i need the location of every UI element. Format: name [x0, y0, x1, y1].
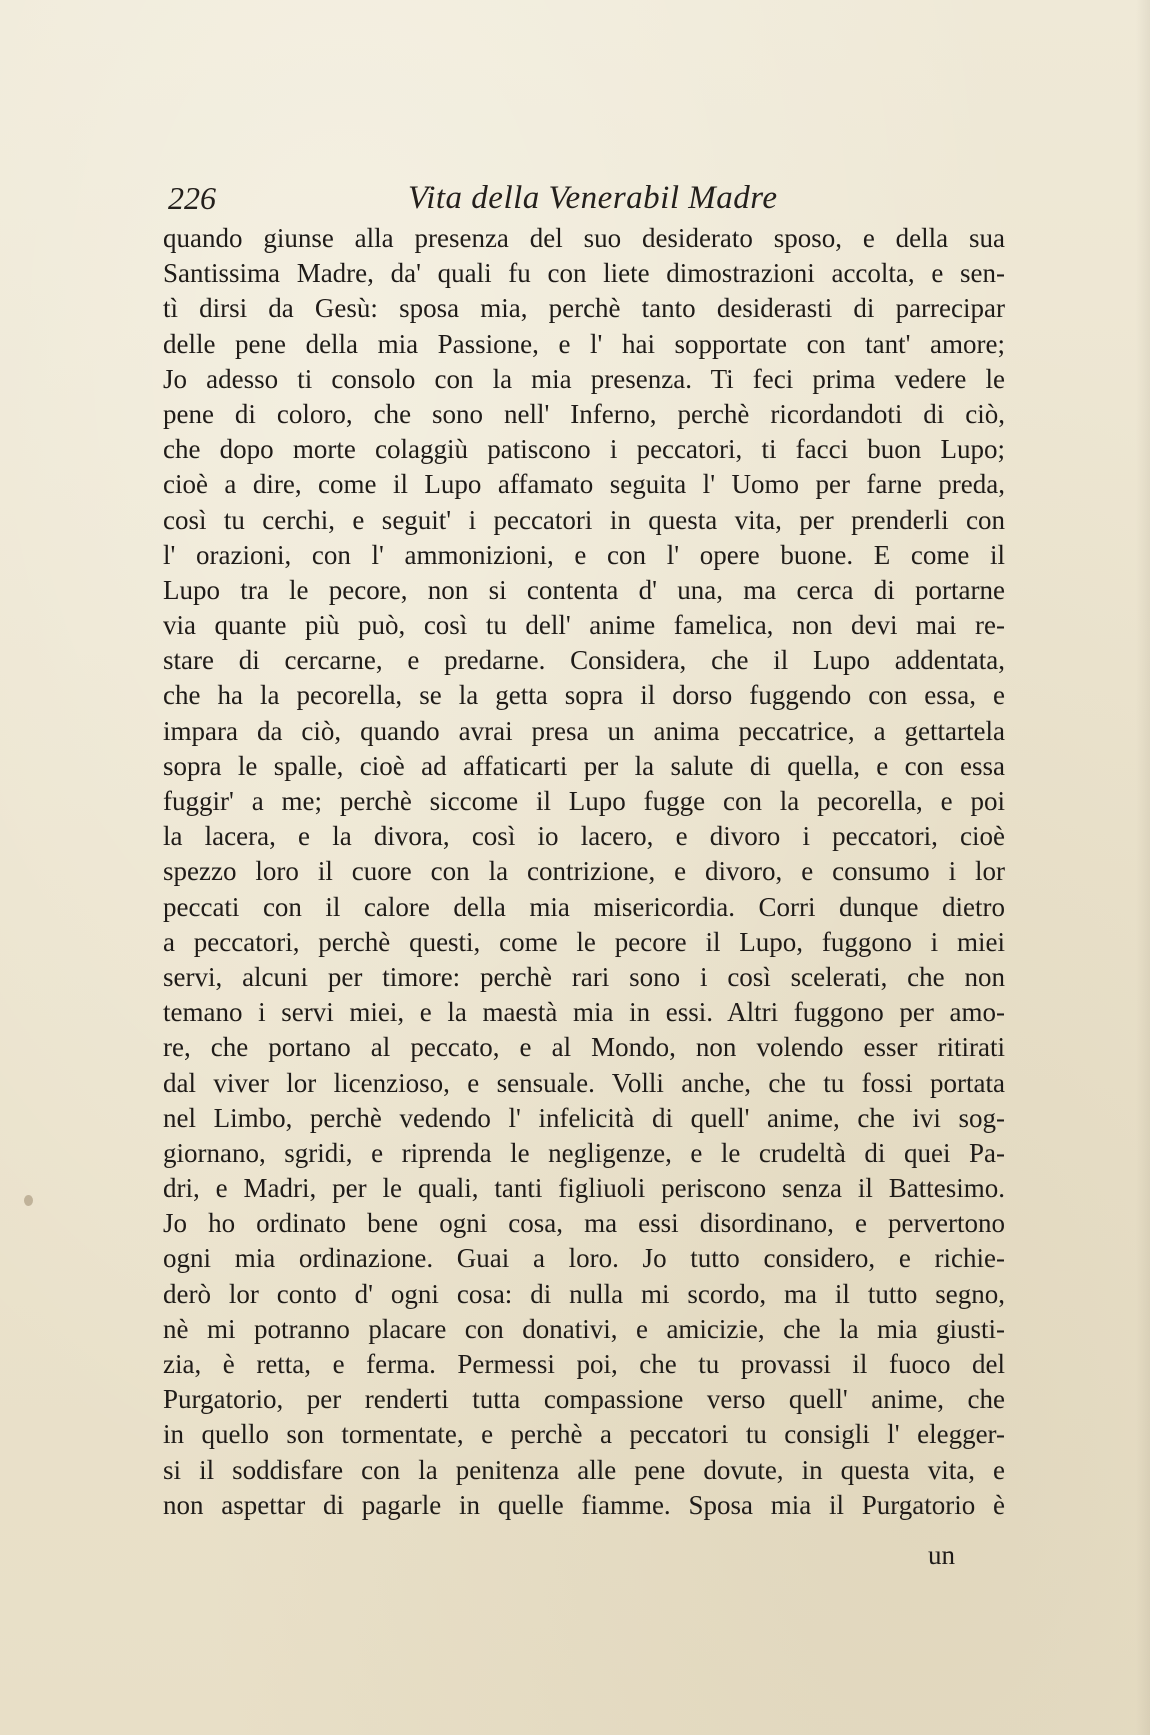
page-number: 226: [168, 180, 216, 216]
text-line: peccati con il calore della mia misericordia. Corri dunque dietro: [163, 891, 1005, 922]
text-line: tì dirsi da Gesù: sposa mia, perchè tanto desiderasti di parrecipar: [163, 293, 1005, 324]
text-line: non aspettar di pagarle in quelle fiamme. Sposa mia il Purgatorio è: [163, 1489, 1005, 1520]
text-line: in quello son tormentate, e perchè a peccatori tu consigli l' elegger-: [163, 1419, 1005, 1450]
text-line: giornano, sgridi, e riprenda le negligenze, e le crudeltà di quei Pa-: [163, 1137, 1005, 1168]
text-line: l' orazioni, con l' ammonizioni, e con l' opere buone. E come il: [163, 539, 1005, 570]
paper-speck: [24, 1195, 33, 1206]
catchword: un: [928, 1540, 955, 1570]
text-line: la lacera, e la divora, così io lacero, e divoro i peccatori, cioè: [163, 821, 1005, 852]
text-line: spezzo loro il cuore con la contrizione, e divoro, e consumo i lor: [163, 856, 1005, 887]
text-line: così tu cerchi, e seguit' i peccatori in questa vita, per prenderli con: [163, 504, 1005, 535]
text-line: delle pene della mia Passione, e l' hai sopportate con tant' amore;: [163, 328, 1005, 359]
text-line: Santissima Madre, da' quali fu con liete dimostrazioni accolta, e sen-: [163, 258, 1005, 289]
text-line: Purgatorio, per renderti tutta compassione verso quell' anime, che: [163, 1384, 1005, 1415]
text-line: dri, e Madri, per le quali, tanti figliuoli periscono senza il Battesimo.: [163, 1173, 1005, 1204]
text-line: cioè a dire, come il Lupo affamato seguita l' Uomo per farne preda,: [163, 469, 1005, 500]
text-line: sopra le spalle, cioè ad affaticarti per la salute di quella, e con essa: [163, 750, 1005, 781]
text-line: che ha la pecorella, se la getta sopra il dorso fuggendo con essa, e: [163, 680, 1005, 711]
text-line: servi, alcuni per timore: perchè rari sono i così scelerati, che non: [163, 961, 1005, 992]
text-line: Jo adesso ti consolo con la mia presenza. Ti feci prima vedere le: [163, 363, 1005, 394]
body-text: [163, 221, 1005, 1523]
text-line: stare di cercarne, e predarne. Considera, che il Lupo addentata,: [163, 645, 1005, 676]
text-line: nè mi potranno placare con donativi, e amicizie, che la mia giusti-: [163, 1313, 1005, 1344]
text-line: a peccatori, perchè questi, come le pecore il Lupo, fuggono i miei: [163, 926, 1005, 957]
text-line: dal viver lor licenzioso, e sensuale. Volli anche, che tu fossi portata: [163, 1067, 1005, 1098]
text-line: zia, è retta, e ferma. Permessi poi, che tu provassi il fuoco del: [163, 1349, 1005, 1379]
text-line: temano i servi miei, e la maestà mia in essi. Altri fuggono per amo-: [163, 997, 1005, 1028]
text-line: che dopo morte colaggiù patiscono i peccatori, ti facci buon Lupo;: [163, 434, 1005, 465]
page-edge-shadow: [1136, 0, 1150, 1735]
running-head: [168, 176, 1038, 220]
text-line: Jo ho ordinato bene ogni cosa, ma essi disordinano, e pervertono: [163, 1208, 1005, 1239]
text-line: quando giunse alla presenza del suo desiderato sposo, e della sua: [163, 223, 1005, 253]
text-line: fuggir' a me; perchè siccome il Lupo fugge con la pecorella, e poi: [163, 786, 1005, 816]
text-line: impara da ciò, quando avrai presa un anima peccatrice, a gettartela: [163, 715, 1005, 746]
text-line: via quante più può, così tu dell' anime famelica, non devi mai re-: [163, 610, 1005, 641]
text-line: re, che portano al peccato, e al Mondo, non volendo esser ritirati: [163, 1032, 1005, 1063]
text-line: ogni mia ordinazione. Guai a loro. Jo tutto considero, e richie-: [163, 1243, 1005, 1274]
text-line: Lupo tra le pecore, non si contenta d' una, ma cerca di portarne: [163, 574, 1005, 605]
text-line: si il soddisfare con la penitenza alle pene dovute, in questa vita, e: [163, 1454, 1005, 1485]
running-title: Vita della Venerabil Madre: [408, 180, 778, 216]
text-line: derò lor conto d' ogni cosa: di nulla mi scordo, ma il tutto segno,: [163, 1278, 1005, 1309]
text-line: pene di coloro, che sono nell' Inferno, perchè ricordandoti di ciò,: [163, 398, 1005, 429]
text-line: nel Limbo, perchè vedendo l' infelicità di quell' anime, che ivi sog-: [163, 1102, 1005, 1133]
